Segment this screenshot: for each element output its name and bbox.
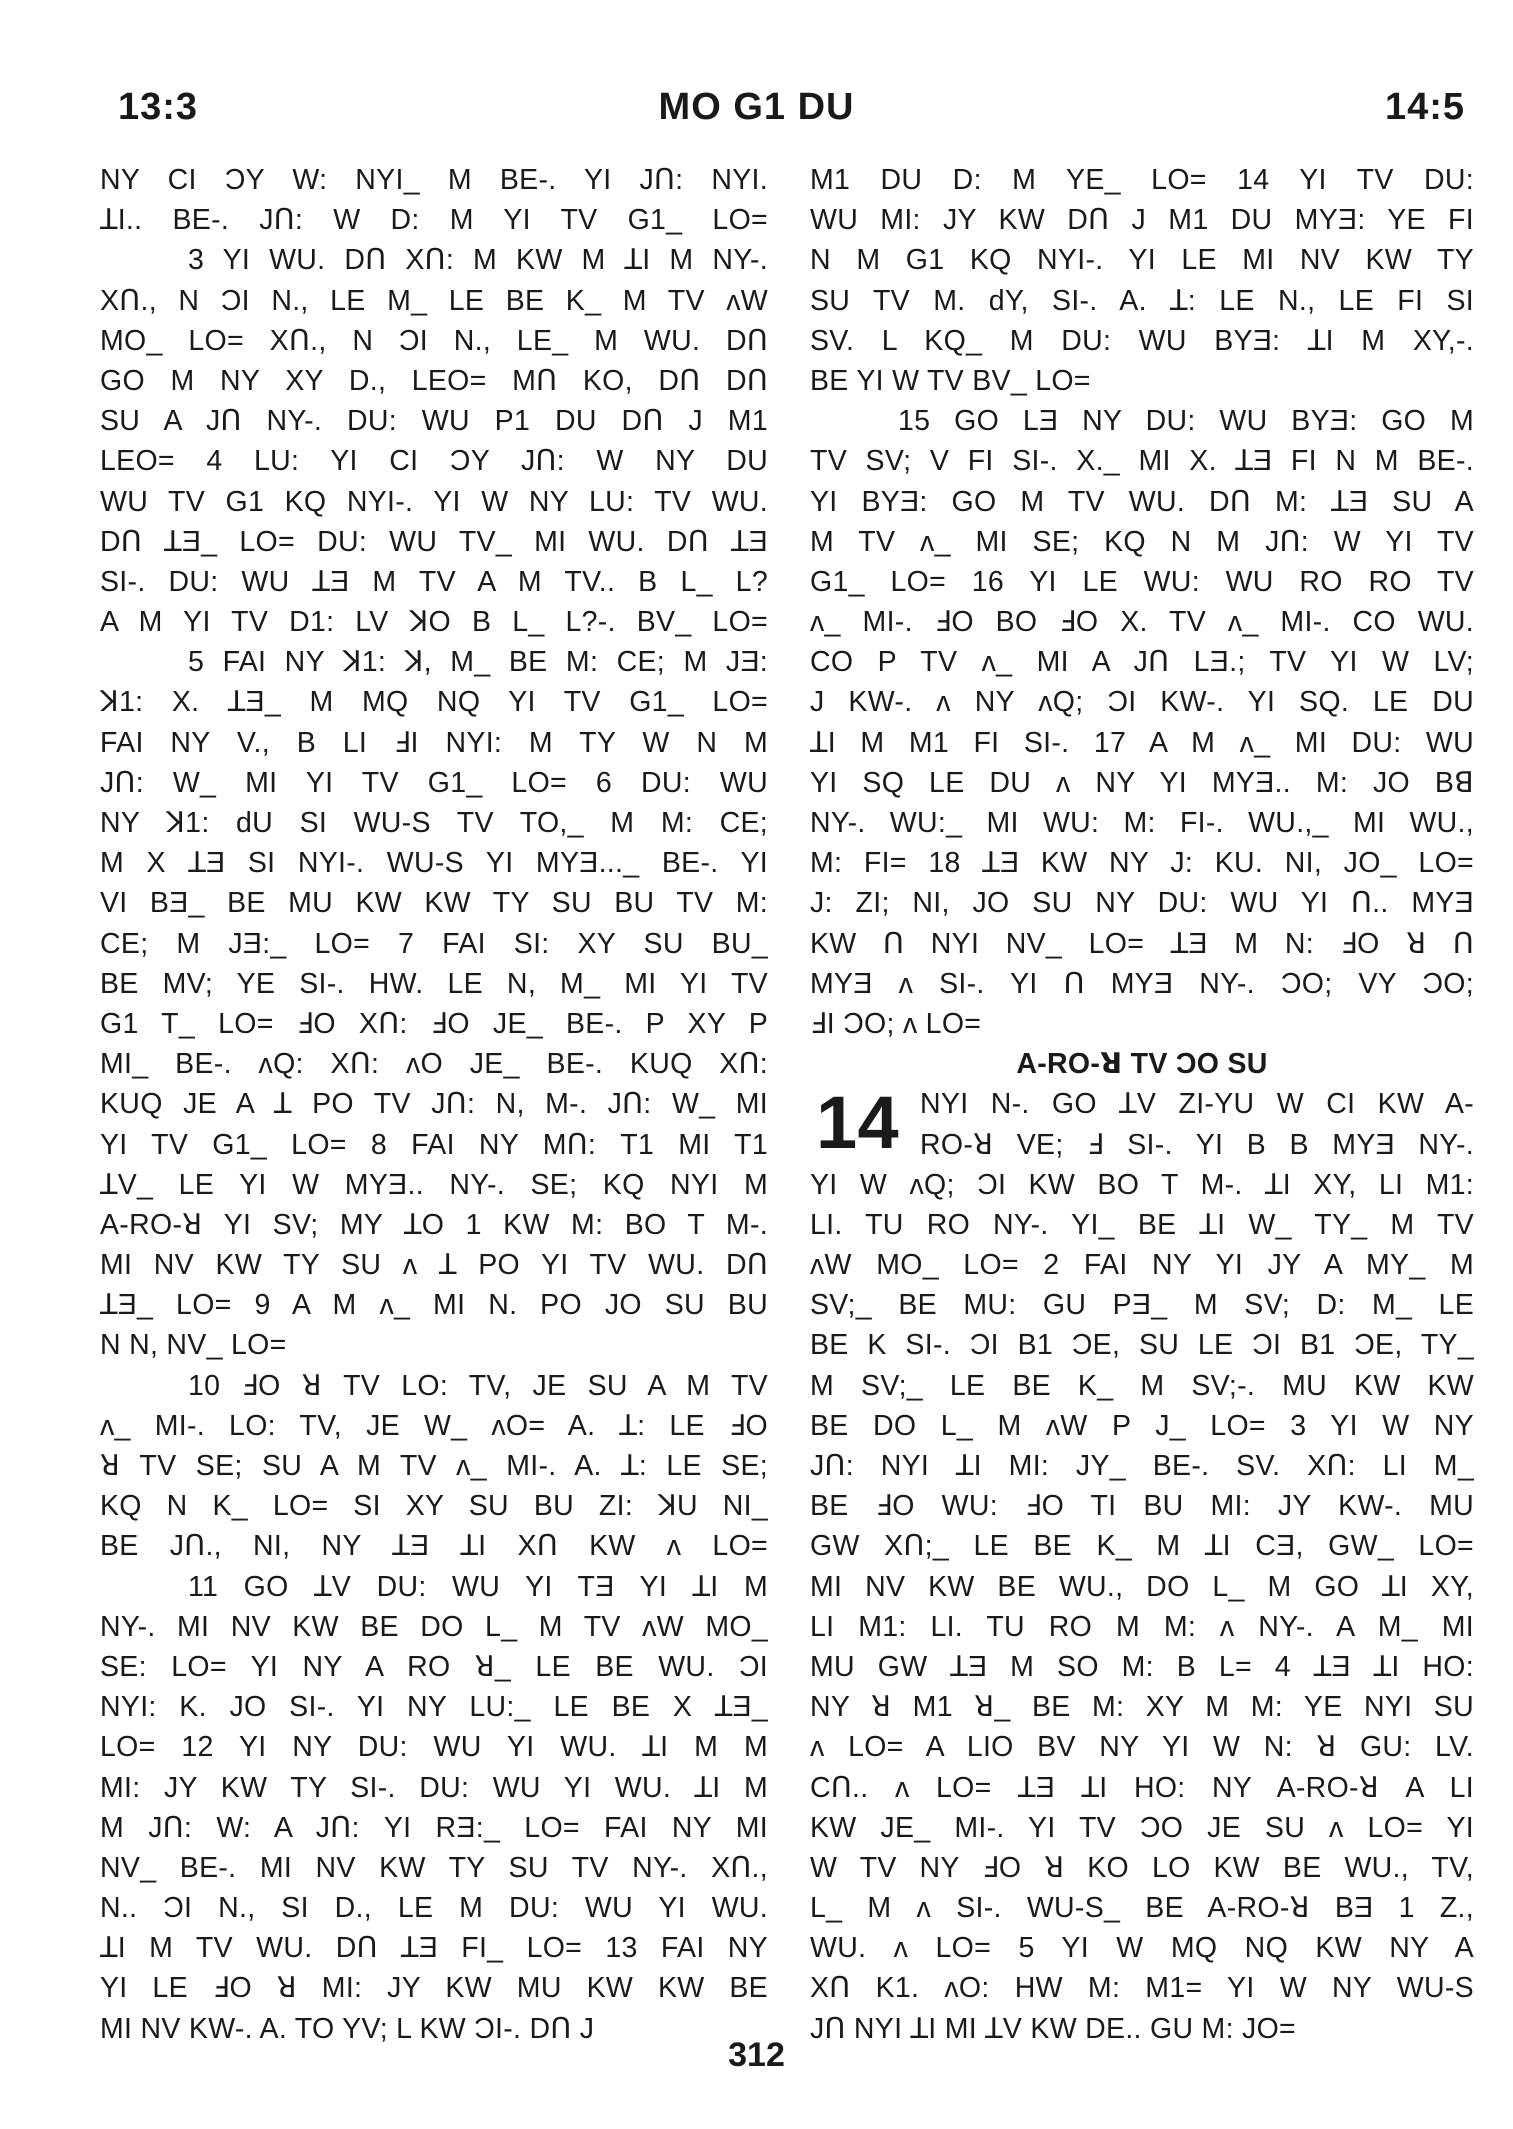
text-line: YI TV G1_ LO= 8 FAI NY MՈ: T1 MI T1 [100, 1128, 768, 1161]
text-line: MI NV KW BE WU., DO L_ M GO ꓕI XY, [810, 1570, 1474, 1603]
text-line: KW JE_ MI-. YI TV ƆO JE SU ʌ LO= YI [810, 1811, 1474, 1844]
text-line: W TV NY ꓞO ꓤ KO LO KW BE WU., TV, [810, 1851, 1474, 1884]
text-line: M X ꓕƎ SI NYI-. WU-S YI MYƎ..._ BE-. YI [100, 847, 768, 880]
text-line: MI_ BE-. ʌQ: XՈ: ʌO JE_ BE-. KUQ XՈ: [100, 1048, 768, 1081]
text-line: MYƎ ʌ SI-. YI Ո MYƎ NY-. ƆO; VY ƆO; [810, 967, 1474, 1000]
right-text-column [810, 160, 1474, 2049]
text-line: J: ZI; NI, JO SU NY DU: WU YI Ո.. MYƎ [810, 887, 1474, 920]
text-line: M JՈ: W: A JՈ: YI RƎ:_ LO= FAI NY MI [100, 1811, 768, 1844]
text-line: ꓞI ƆO; ʌ LO= [810, 1007, 982, 1040]
text-line: DՈ ꓕƎ_ LO= DU: WU TV_ MI WU. DՈ ꓕƎ [100, 525, 768, 558]
text-line: BE ꓞO WU: ꓞO TI BU MI: JY KW-. MU [810, 1490, 1474, 1523]
text-line: A-RO-ꓤ YI SV; MY ꓕO 1 KW M: BO T M-. [100, 1208, 768, 1241]
text-line: RO-ꓤ VE; ꓞ SI-. YI B B MYƎ NY-. [920, 1128, 1474, 1161]
text-line: BE MV; YE SI-. HW. LE N, M_ MI YI TV [100, 967, 768, 1000]
text-line: SI-. DU: WU ꓕƎ M TV A M TV.. B L_ L? [100, 565, 768, 598]
text-line: GO M NY XY D., LEO= MՈ KO, DՈ DՈ [100, 364, 768, 397]
text-line: LEO= 4 LU: YI CI ƆY JՈ: W NY DU [100, 445, 768, 478]
text-line: MI NV KW TY SU ʌ ꓕ PO YI TV WU. DՈ [100, 1249, 768, 1282]
text-line: ꓕI M M1 FI SI-. 17 A M ʌ_ MI DU: WU [810, 726, 1474, 759]
text-line: BE YI W TV BV_ LO= [810, 364, 1091, 397]
header-left-reference: 13:3 [118, 86, 199, 128]
text-line: JՈ: NYI ꓕI MI: JY_ BE-. SV. XՈ: LI M_ [810, 1450, 1474, 1482]
text-line: NY-. WU:_ MI WU: M: FI-. WU.,_ MI WU., [810, 807, 1474, 839]
text-line: 15 GO LƎ NY DU: WU BYƎ: GO M [898, 405, 1474, 438]
text-line: NY ꓘ1: dU SI WU-S TV TO,_ M M: CE; [100, 807, 768, 839]
text-line: ꓕƎ_ LO= 9 A M ʌ_ MI N. PO JO SU BU [100, 1289, 768, 1322]
text-line: YI LE ꓞO ꓤ MI: JY KW MU KW KW BE [100, 1972, 768, 2005]
text-line: ʌ_ MI-. LO: TV, JE W_ ʌO= A. ꓕ: LE ꓞO [100, 1409, 768, 1442]
text-line: ꓕV_ LE YI W MYƎ.. NY-. SE; KQ NYI M [100, 1168, 768, 1201]
text-line: WU MI: JY KW DՈ J M1 DU MYƎ: YE FI [810, 204, 1474, 237]
text-line: J KW-. ʌ NY ʌQ; ƆI KW-. YI SQ. LE DU [810, 686, 1474, 719]
text-line: LI M1: LI. TU RO M M: ʌ NY-. A M_ MI [810, 1610, 1474, 1643]
text-line: M: FI= 18 ꓕƎ KW NY J: KU. NI, JO_ LO= [810, 847, 1474, 880]
text-line: 3 YI WU. DՈ XՈ: M KW M ꓕI M NY-. [188, 244, 768, 277]
text-line: CՈ.. ʌ LO= ꓕƎ ꓕI HO: NY A-RO-ꓤ A LI [810, 1771, 1474, 1804]
text-line: A M YI TV D1: LV ꓘO B L_ L?-. BV_ LO= [100, 606, 768, 639]
chapter-number: 14 [816, 1081, 899, 1165]
text-line: FAI NY V., B LI ꓞI NYI: M TY W N M [100, 726, 768, 759]
text-line: LI. TU RO NY-. YI_ BE ꓕI W_ TY_ M TV [810, 1208, 1474, 1241]
right-column-bottom-text [810, 1165, 1474, 2049]
text-line: G1_ LO= 16 YI LE WU: WU RO RO TV [810, 565, 1474, 598]
text-line: JՈ: W_ MI YI TV G1_ LO= 6 DU: WU [100, 766, 768, 799]
text-line: 10 ꓞO ꓤ TV LO: TV, JE SU A M TV [188, 1369, 768, 1402]
text-line: ʌ_ MI-. ꓞO BO ꓞO X. TV ʌ_ MI-. CO WU. [810, 606, 1474, 639]
chapter-opening [810, 1081, 1474, 1165]
text-line: SU TV M. dY, SI-. A. ꓕ: LE N., LE FI SI [810, 284, 1474, 317]
text-line: NY CI ƆY W: NYI_ M BE-. YI JՈ: NYI. [100, 164, 768, 196]
text-line: M1 DU D: M YE_ LO= 14 YI TV DU: [810, 164, 1474, 196]
page-number: 312 [728, 2036, 785, 2074]
text-line: ꓘ1: X. ꓕƎ_ M MQ NQ YI TV G1_ LO= [100, 686, 768, 719]
text-line: MI: JY KW TY SI-. DU: WU YI WU. ꓕI M [100, 1771, 768, 1804]
text-line: ꓕI.. BE-. JՈ: W D: M YI TV G1_ LO= [100, 204, 768, 237]
text-line: KW Ո NYI NV_ LO= ꓕƎ M N: ꓞO ꓤ Ո [810, 927, 1474, 960]
text-line: YI BYƎ: GO M TV WU. DՈ M: ꓕƎ SU A [810, 485, 1474, 518]
left-text-column [100, 160, 768, 2049]
text-line: N N, NV_ LO= [100, 1329, 287, 1362]
right-column-top-text [810, 160, 1474, 1044]
text-line: NYI N-. GO ꓕV ZI-YU W CI KW A- [920, 1088, 1474, 1121]
text-line: 5 FAI NY ꓘ1: ꓘ, M_ BE M: CE; M JƎ: [188, 646, 768, 679]
text-line: NV_ BE-. MI NV KW TY SU TV NY-. XՈ., [100, 1851, 768, 1884]
text-line: SU A JՈ NY-. DU: WU P1 DU DՈ J M1 [100, 405, 768, 438]
text-line: NY-. MI NV KW BE DO L_ M TV ʌW MO_ [100, 1610, 768, 1643]
text-line: ꓕI M TV WU. DՈ ꓕƎ FI_ LO= 13 FAI NY [100, 1932, 768, 1965]
header-book-title: MO G1 DU [658, 86, 855, 128]
text-line: N M G1 KQ NYI-. YI LE MI NV KW TY [810, 244, 1474, 277]
text-line: L_ M ʌ SI-. WU-S_ BE A-RO-ꓤ BƎ 1 Z., [810, 1892, 1474, 1925]
text-line: WU TV G1 KQ NYI-. YI W NY LU: TV WU. [100, 485, 768, 518]
text-line: SV. L KQ_ M DU: WU BYƎ: ꓕI M XY,-. [810, 324, 1474, 357]
text-line: KQ N K_ LO= SI XY SU BU ZI: ꓘU NI_ [100, 1490, 768, 1523]
text-line: VI BƎ_ BE MU KW KW TY SU BU TV M: [100, 887, 768, 920]
text-line: M SV;_ LE BE K_ M SV;-. MU KW KW [810, 1369, 1474, 1402]
text-line: ꓤ TV SE; SU A M TV ʌ_ MI-. A. ꓕ: LE SE; [100, 1450, 768, 1482]
text-line: NYI: K. JO SI-. YI NY LU:_ LE BE X ꓕƎ_ [100, 1691, 768, 1724]
text-line: BE K SI-. ƆI B1 ƆE, SU LE ƆI B1 ƆE, TY_ [810, 1329, 1474, 1362]
text-line: CE; M JƎ:_ LO= 7 FAI SI: XY SU BU_ [100, 927, 768, 960]
text-line: TV SV; V FI SI-. X._ MI X. ꓕƎ FI N M BE-. [810, 445, 1474, 478]
text-line: NY ꓤ M1 ꓤ_ BE M: XY M M: YE NYI SU [810, 1691, 1474, 1724]
header-right-reference: 14:5 [1384, 86, 1465, 128]
text-line: XՈ., N ƆI N., LE M_ LE BE K_ M TV ʌW [100, 284, 768, 317]
text-line: M TV ʌ_ MI SE; KQ N M JՈ: W YI TV [810, 525, 1474, 558]
text-line: 11 GO ꓕV DU: WU YI TƎ YI ꓕI M [188, 1570, 768, 1603]
text-line: JՈ NYI ꓕI MI ꓕV KW DE.. GU M: JO= [810, 2012, 1296, 2045]
text-line: GW XՈ;_ LE BE K_ M ꓕI CƎ, GW_ LO= [810, 1530, 1474, 1563]
section-heading: A-RO-ꓤ TV ƆO SU [1016, 1048, 1268, 1081]
text-line: BE DO L_ M ʌW P J_ LO= 3 YI W NY [810, 1409, 1474, 1442]
text-line: KUQ JE A ꓕ PO TV JՈ: N, M-. JՈ: W_ MI [100, 1088, 768, 1121]
text-line: YI SQ LE DU ʌ NY YI MYƎ.. M: JO Bꓭ [810, 766, 1474, 799]
text-line: ʌ LO= A LIO BV NY YI W N: ꓤ GU: LV. [810, 1731, 1474, 1764]
text-line: XՈ K1. ʌO: HW M: M1= YI W NY WU-S [810, 1972, 1474, 2005]
text-line: ʌW MO_ LO= 2 FAI NY YI JY A MY_ M [810, 1249, 1474, 1282]
text-line: YI W ʌQ; ƆI KW BO T M-. ꓕI XY, LI M1: [810, 1168, 1474, 1201]
text-line: SV;_ BE MU: GU PƎ_ M SV; D: M_ LE [810, 1289, 1474, 1322]
chapter-opening-lines [810, 1081, 1474, 1165]
text-line: MU GW ꓕƎ M SO M: B L= 4 ꓕƎ ꓕI HO: [810, 1650, 1474, 1683]
text-line: SE: LO= YI NY A RO ꓤ_ LE BE WU. ƆI [100, 1650, 768, 1683]
text-line: LO= 12 YI NY DU: WU YI WU. ꓕI M M [100, 1731, 768, 1764]
text-line: CO P TV ʌ_ MI A JՈ LƎ.; TV YI W LV; [810, 646, 1474, 679]
text-line: MI NV KW-. A. TO YV; L KW ƆI-. DՈ J [100, 2012, 595, 2045]
text-line: MO_ LO= XՈ., N ƆI N., LE_ M WU. DՈ [100, 324, 768, 357]
text-line: WU. ʌ LO= 5 YI W MQ NQ KW NY A [810, 1932, 1474, 1965]
text-line: G1 T_ LO= ꓞO XՈ: ꓞO JE_ BE-. P XY P [100, 1007, 768, 1040]
text-line: BE JՈ., NI, NY ꓕƎ ꓕI XՈ KW ʌ LO= [100, 1530, 768, 1563]
text-line: N.. ƆI N., SI D., LE M DU: WU YI WU. [100, 1892, 768, 1925]
